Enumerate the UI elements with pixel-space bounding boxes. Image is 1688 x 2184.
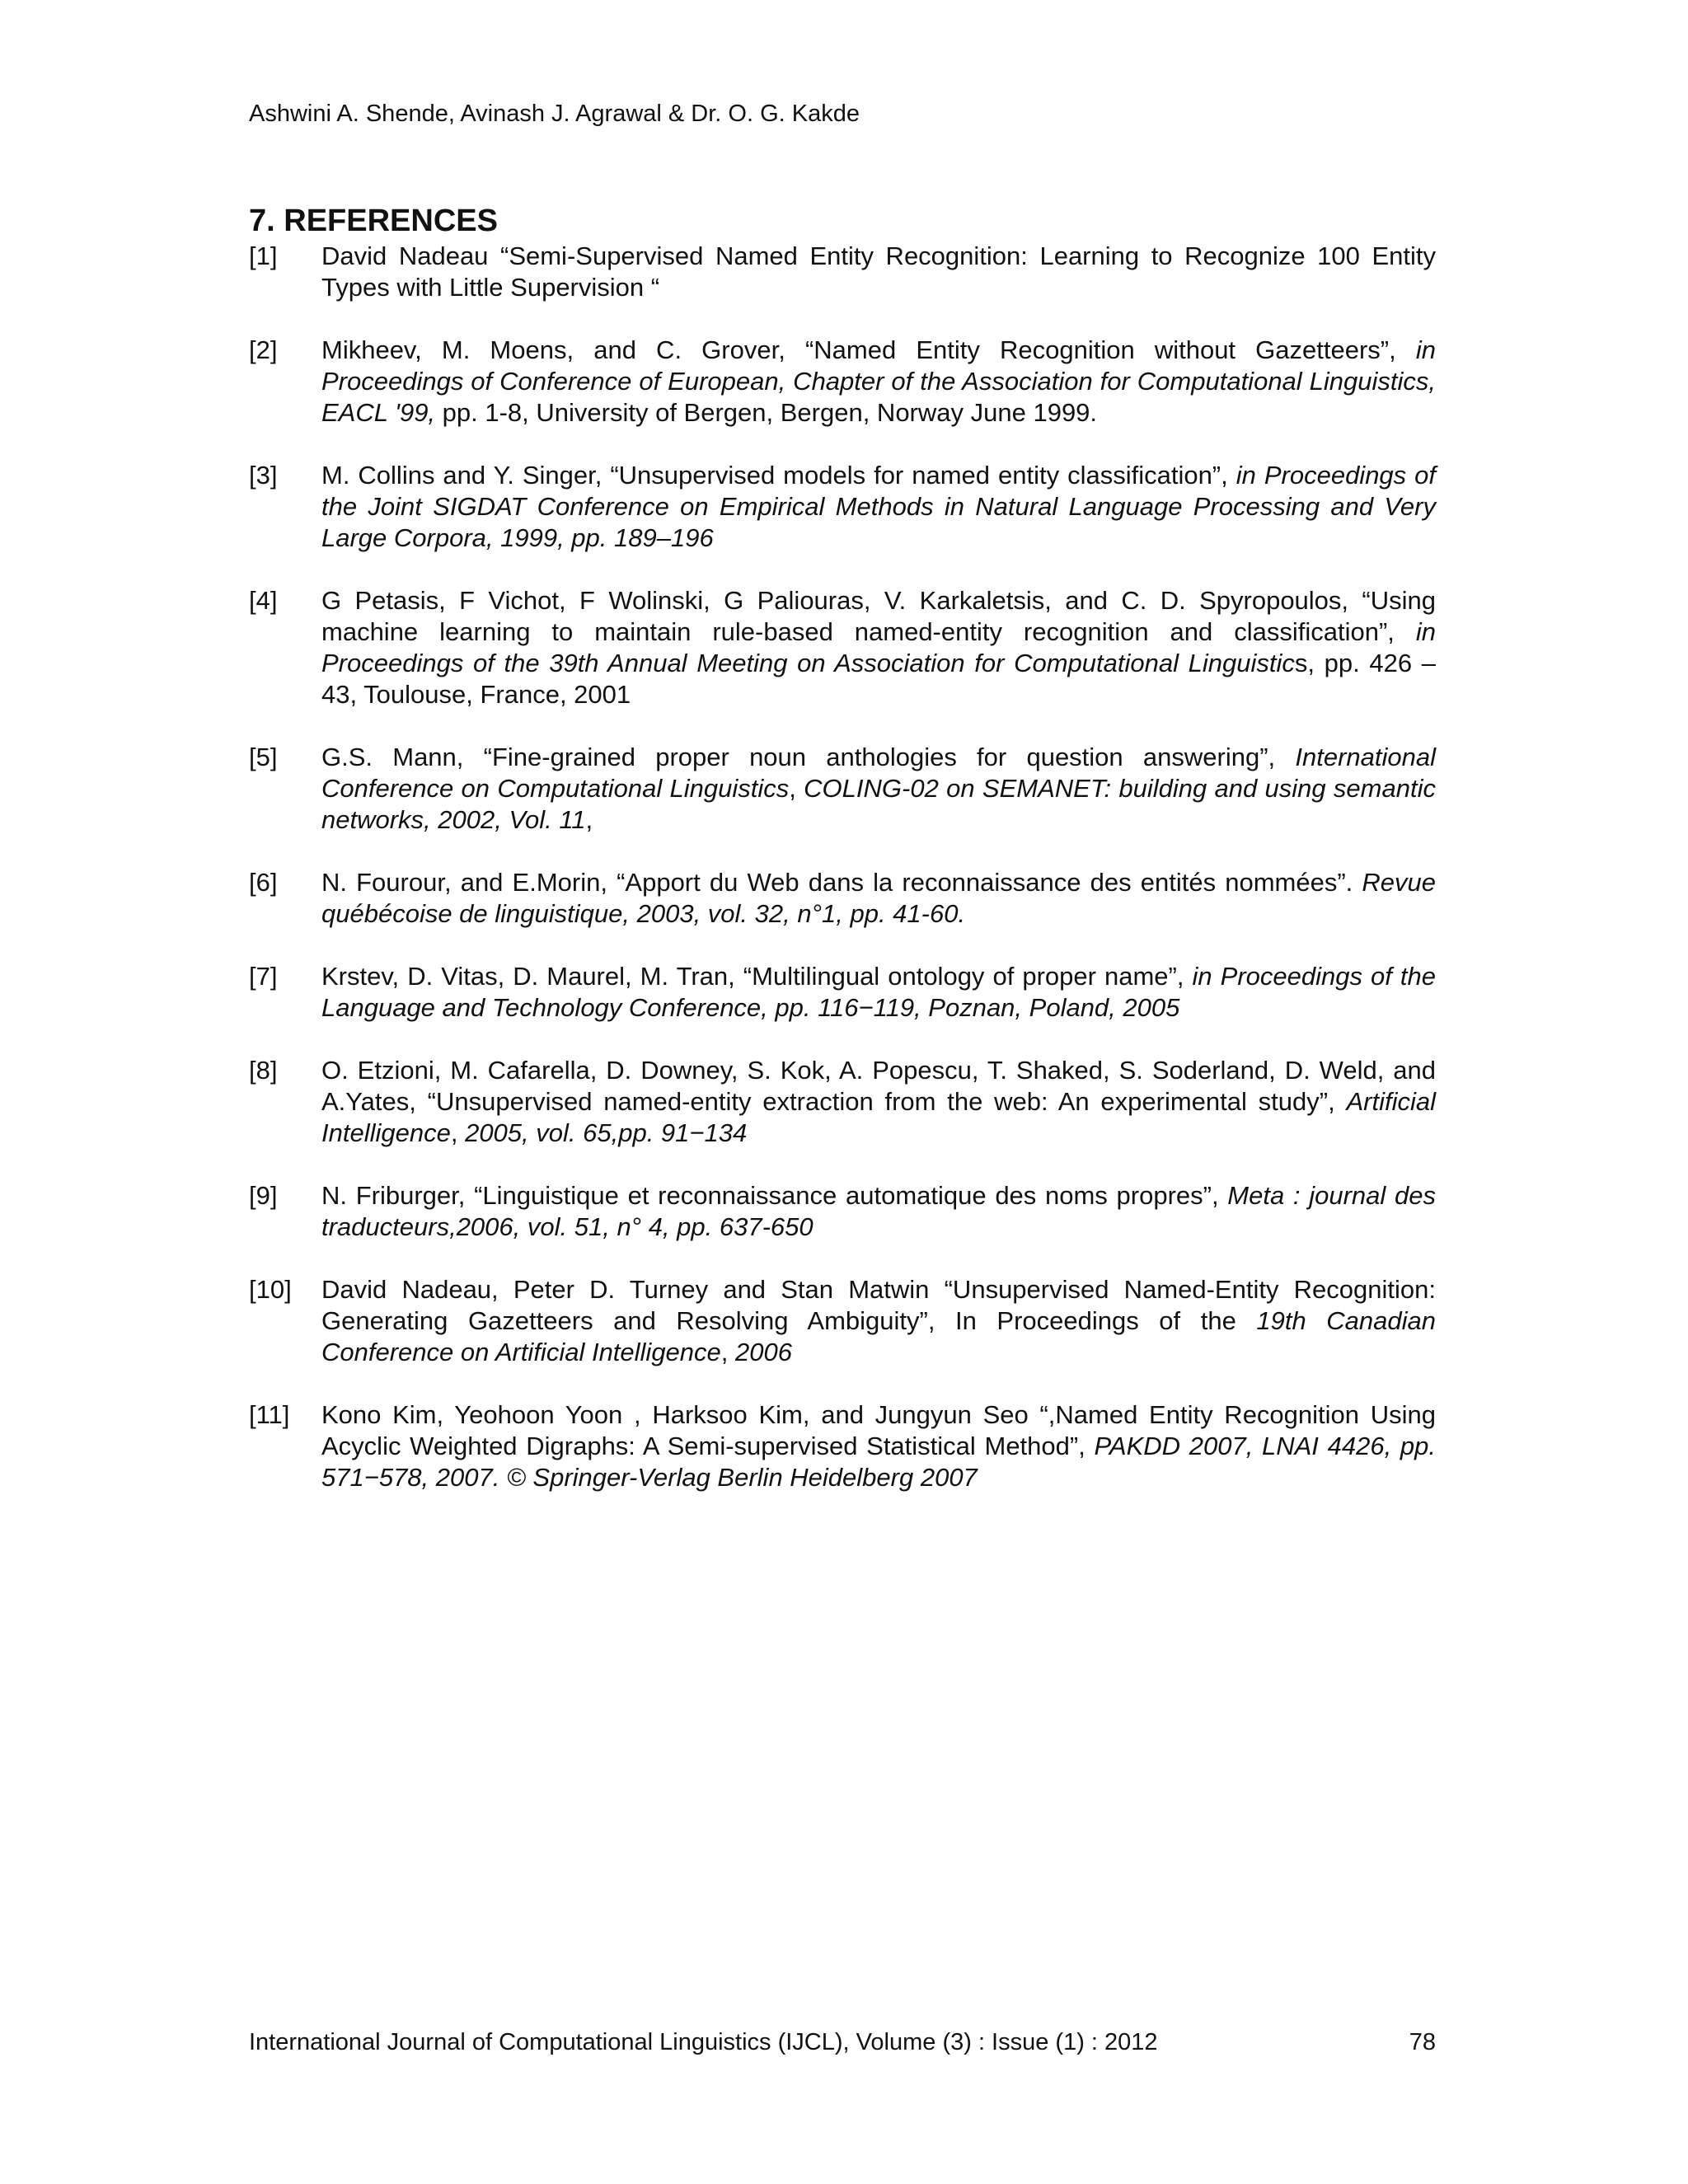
reference-item xyxy=(249,1274,1436,1368)
reference-item xyxy=(249,460,1436,554)
reference-number: [3] xyxy=(249,461,278,490)
reference-italic-segment: 2005, vol. 65,pp. 91−134 xyxy=(465,1118,748,1147)
reference-number: [4] xyxy=(249,586,278,615)
footer-journal: International Journal of Computational Linguistics (IJCL), Volume (3) : Issue (1) : 2012 xyxy=(249,2029,1158,2055)
reference-segment: Kono Kim, Yeohoon Yoon , Harksoo Kim, and Jungyun Seo “,Named Entity Recognition Using Acyclic Weighted Digraphs: A Semi-supervised Statistical Method”, xyxy=(321,1400,1436,1460)
reference-segment: David Nadeau, Peter D. Turney and Stan Matwin “Unsupervised Named-Entity Recognition: Generating Gazetteers and Resolving Ambiguity”, In Proceedings of the xyxy=(321,1275,1436,1335)
reference-text xyxy=(321,460,1436,554)
reference-number: [10] xyxy=(249,1275,292,1304)
reference-segment: s, pp. 426 – 43, Toulouse, France, 2001 xyxy=(321,649,1436,709)
reference-italic-segment: Revue québécoise de linguistique, 2003, vol. 32, n°1, pp. 41-60. xyxy=(321,868,1436,928)
reference-text xyxy=(321,1055,1436,1149)
reference-item xyxy=(249,961,1436,1024)
reference-segment: M. Collins and Y. Singer, “Unsupervised models for named entity classification”, xyxy=(321,461,1236,490)
reference-segment: G.S. Mann, “Fine-grained proper noun anthologies for question answering”, xyxy=(321,743,1296,771)
reference-text xyxy=(321,961,1436,1024)
page-number: 78 xyxy=(1409,2029,1436,2055)
reference-number: [1] xyxy=(249,241,278,270)
reference-item xyxy=(249,335,1436,429)
reference-text xyxy=(321,1180,1436,1243)
reference-number: [11] xyxy=(249,1400,290,1429)
reference-number: [7] xyxy=(249,962,278,991)
reference-item xyxy=(249,742,1436,836)
references-list xyxy=(249,241,1436,1493)
reference-segment: N. Friburger, “Linguistique et reconnaissance automatique des noms propres”, xyxy=(321,1181,1228,1210)
reference-segment: O. Etzioni, M. Cafarella, D. Downey, S. Kok, A. Popescu, T. Shaked, S. Soderland, D. Weld, and A.Yates, “Unsupervised named-entity extraction from the web: An experimental study”, xyxy=(321,1056,1436,1116)
reference-text xyxy=(321,241,1436,303)
reference-italic-segment: International Conference on Computational Linguistics xyxy=(321,743,1436,803)
reference-item xyxy=(249,1399,1436,1493)
reference-item xyxy=(249,585,1436,710)
running-header: Ashwini A. Shende, Avinash J. Agrawal & Dr. O. G. Kakde xyxy=(249,101,860,127)
section-title: 7. REFERENCES xyxy=(249,204,498,238)
reference-italic-segment: in Proceedings of the 39th Annual Meeting on Association for Computational Linguistic xyxy=(321,617,1436,677)
reference-segment: David Nadeau “Semi-Supervised Named Entity Recognition: Learning to Recognize 100 Entity Types with Little Supervision “ xyxy=(321,241,1436,302)
reference-text xyxy=(321,867,1436,930)
reference-italic-segment: COLING-02 on SEMANET: building and using semantic networks, 2002, Vol. 11 xyxy=(321,774,1436,834)
reference-text xyxy=(321,742,1436,836)
page-footer xyxy=(249,2026,1436,2059)
reference-italic-segment: in Proceedings of Conference of European, Chapter of the Association for Computational Linguistics, EACL '99, xyxy=(321,335,1436,427)
reference-segment: , xyxy=(789,774,804,803)
reference-italic-segment: Meta : journal des traducteurs,2006, vol. 51, n° 4, pp. 637-650 xyxy=(321,1181,1436,1241)
reference-text xyxy=(321,585,1436,710)
reference-segment: Mikheev, M. Moens, and C. Grover, “Named Entity Recognition without Gazetteers”, xyxy=(321,335,1416,364)
reference-segment: G Petasis, F Vichot, F Wolinski, G Paliouras, V. Karkaletsis, and C. D. Spyropoulos, “Using machine learning to maintain rule-based named-entity recognition and classification”, xyxy=(321,586,1436,646)
reference-segment: , xyxy=(450,1118,466,1147)
reference-number: [2] xyxy=(249,335,278,364)
reference-segment: N. Fourour, and E.Morin, “Apport du Web dans la reconnaissance des entités nommées”. xyxy=(321,868,1362,897)
reference-text xyxy=(321,335,1436,429)
reference-number: [6] xyxy=(249,868,278,897)
reference-item xyxy=(249,1180,1436,1243)
reference-segment: Krstev, D. Vitas, D. Maurel, M. Tran, “Multilingual ontology of proper name”, xyxy=(321,962,1193,991)
reference-number: [5] xyxy=(249,743,278,771)
reference-text xyxy=(321,1399,1436,1493)
reference-italic-segment: 19th Canadian Conference on Artificial Intelligence xyxy=(321,1306,1436,1366)
reference-item xyxy=(249,1055,1436,1149)
reference-italic-segment: 2006 xyxy=(735,1338,792,1366)
reference-italic-segment: PAKDD 2007, LNAI 4426, pp. 571−578, 2007. © Springer-Verlag Berlin Heidelberg 2007 xyxy=(321,1432,1436,1492)
reference-number: [9] xyxy=(249,1181,278,1210)
reference-italic-segment: in Proceedings of the Joint SIGDAT Conference on Empirical Methods in Natural Language Processing and Very Large Corpora, 1999, pp. 189–196 xyxy=(321,461,1437,552)
reference-segment: , xyxy=(720,1338,736,1366)
reference-item xyxy=(249,867,1436,930)
reference-item xyxy=(249,241,1436,303)
reference-italic-segment: in Proceedings of the Language and Technology Conference, pp. 116−119, Poznan, Poland, 2005 xyxy=(321,962,1436,1022)
reference-italic-segment: Artificial Intelligence xyxy=(321,1087,1436,1147)
reference-segment: , xyxy=(585,805,593,834)
reference-number: [8] xyxy=(249,1056,278,1085)
reference-text xyxy=(321,1274,1436,1368)
reference-segment: pp. 1-8, University of Bergen, Bergen, Norway June 1999. xyxy=(435,398,1098,427)
